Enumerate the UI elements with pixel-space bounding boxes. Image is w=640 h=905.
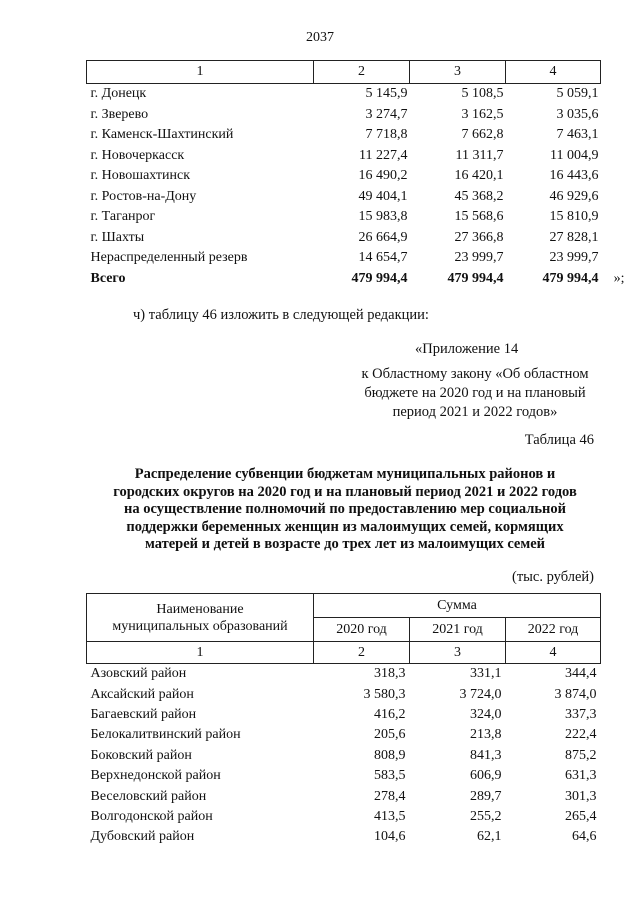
table-row [87, 187, 601, 208]
row-value: 318,3 [374, 666, 406, 682]
row-value: 265,4 [565, 808, 597, 824]
total-label: Всего [90, 270, 126, 286]
row-value: 14 654,7 [358, 250, 408, 266]
row-value: 3 580,3 [363, 686, 406, 702]
title-line: матерей и детей в возрасте до трех лет из малоимущих семей [144, 536, 546, 552]
row-name: Боковский район [90, 747, 192, 763]
total-value: 479 994,4 [542, 270, 599, 286]
row-value: 11 311,7 [455, 147, 504, 163]
year-header: 2020 год [314, 618, 410, 642]
row-value: 289,7 [470, 788, 502, 804]
title-line: городских округов на 2020 год и на плановый период 2021 и 2022 годов [113, 483, 577, 500]
row-value: 15 983,8 [358, 209, 408, 225]
header-cell: 4 [506, 61, 601, 84]
appendix-text-line: бюджете на 2020 год и на плановый [364, 385, 586, 401]
year-header: 2021 год [410, 618, 506, 642]
column-header-sum: Сумма [314, 594, 601, 618]
numbering-cell: 2 [314, 642, 410, 664]
table-row [87, 166, 601, 187]
closing-quote: »; [613, 270, 625, 286]
row-name: Нераспределенный резерв [90, 250, 248, 266]
column-header-name [87, 594, 314, 642]
table-row [87, 746, 601, 766]
table-row [87, 725, 601, 745]
row-value: 875,2 [565, 747, 597, 763]
row-value: 16 420,1 [454, 168, 504, 184]
total-value-cell [506, 269, 625, 290]
row-value: 5 108,5 [461, 86, 504, 102]
row-value: 255,2 [470, 808, 502, 824]
page-number: 2037 [306, 30, 334, 45]
row-value: 11 227,4 [359, 147, 408, 163]
table-row [87, 807, 601, 827]
row-value: 7 463,1 [556, 127, 599, 143]
row-name: Волгодонской район [90, 808, 213, 824]
table-row [87, 827, 601, 847]
row-value: 213,8 [470, 727, 502, 743]
row-value: 104,6 [374, 829, 406, 845]
row-value: 62,1 [477, 829, 502, 845]
table-row [87, 84, 601, 105]
row-value: 331,1 [470, 666, 502, 682]
row-name: г. Зверево [90, 106, 149, 122]
row-value: 3 035,6 [556, 106, 599, 122]
row-value: 344,4 [565, 666, 597, 682]
title-line: поддержки беременных женщин из малоимущих семей, кормящих [126, 518, 564, 535]
total-value: 479 994,4 [351, 270, 408, 286]
table-row [87, 125, 601, 146]
row-value: 27 366,8 [454, 229, 504, 245]
header-cell: 1 [87, 61, 314, 84]
row-name: Азовский район [90, 666, 187, 682]
row-name: г. Новочеркасск [90, 147, 185, 163]
row-name: Аксайский район [90, 686, 194, 702]
row-value: 3 274,7 [365, 106, 408, 122]
row-value: 26 664,9 [358, 229, 408, 245]
row-value: 16 490,2 [358, 168, 408, 184]
row-value: 23 999,7 [549, 250, 599, 266]
row-value: 808,9 [374, 747, 406, 763]
table-title [90, 466, 600, 554]
row-value: 841,3 [470, 747, 502, 763]
header-cell: 2 [314, 61, 410, 84]
table-row [87, 664, 601, 685]
numbering-cell: 1 [87, 642, 314, 664]
table-row [87, 766, 601, 786]
row-value: 45 368,2 [454, 188, 504, 204]
appendix-title: «Приложение 14 [415, 341, 519, 357]
numbering-cell: 3 [410, 642, 506, 664]
row-value: 413,5 [374, 808, 406, 824]
row-name: г. Донецк [90, 86, 147, 102]
row-value: 222,4 [565, 727, 597, 743]
row-value: 416,2 [374, 706, 406, 722]
row-value: 11 004,9 [550, 147, 599, 163]
top-table [86, 60, 625, 289]
row-value: 46 929,6 [549, 188, 599, 204]
row-name: Белокалитвинский район [90, 727, 241, 743]
table-row [87, 228, 601, 249]
row-value: 15 810,9 [549, 209, 599, 225]
row-value: 7 718,8 [365, 127, 408, 143]
top-table-header [87, 61, 601, 84]
year-header: 2022 год [506, 618, 601, 642]
table-row [87, 684, 601, 704]
table-row [87, 705, 601, 725]
header-line: муниципальных образований [112, 618, 288, 634]
appendix-text-line: период 2021 и 2022 годов» [392, 404, 558, 420]
title-line: на осуществление полномочий по предоставлению мер социальной [124, 501, 566, 517]
table-row [87, 105, 601, 126]
row-value: 278,4 [374, 788, 406, 804]
row-value: 7 662,8 [461, 127, 504, 143]
instruction-text: ч) таблицу 46 изложить в следующей редакции: [133, 307, 429, 323]
row-value: 631,3 [565, 768, 597, 784]
table-row [87, 146, 601, 167]
row-value: 606,9 [470, 768, 502, 784]
row-value: 5 059,1 [556, 86, 599, 102]
row-value: 23 999,7 [454, 250, 504, 266]
row-value: 583,5 [374, 768, 406, 784]
row-name: Дубовский район [90, 829, 195, 845]
header-line: Наименование [156, 601, 244, 617]
header-cell: 3 [410, 61, 506, 84]
row-value: 337,3 [565, 706, 597, 722]
row-value: 49 404,1 [358, 188, 408, 204]
table-row [87, 786, 601, 806]
row-value: 324,0 [470, 706, 502, 722]
table-row [87, 207, 601, 228]
total-row [87, 269, 601, 290]
row-name: г. Новошахтинск [90, 168, 191, 184]
numbering-row [87, 642, 601, 664]
row-name: г. Таганрог [90, 209, 156, 225]
row-value: 205,6 [374, 727, 406, 743]
appendix-text [345, 365, 605, 422]
row-name: Багаевский район [90, 706, 197, 722]
total-value: 479 994,4 [447, 270, 504, 286]
row-value: 301,3 [565, 788, 597, 804]
row-value: 3 162,5 [461, 106, 504, 122]
row-value: 16 443,6 [549, 168, 599, 184]
row-value: 27 828,1 [549, 229, 599, 245]
units-label: (тыс. рублей) [512, 569, 594, 585]
numbering-cell: 4 [506, 642, 601, 664]
row-name: Верхнедонской район [90, 768, 221, 784]
row-name: г. Каменск-Шахтинский [90, 127, 234, 143]
row-value: 5 145,9 [365, 86, 408, 102]
row-value: 15 568,6 [454, 209, 504, 225]
row-name: г. Шахты [90, 229, 145, 245]
bottom-table [86, 593, 601, 848]
row-value: 64,6 [572, 829, 597, 845]
table-row [87, 248, 601, 269]
table-label: Таблица 46 [524, 432, 594, 448]
title-line: Распределение субвенции бюджетам муниципальных районов и [134, 466, 556, 482]
header-row [87, 594, 601, 618]
row-value: 3 874,0 [554, 686, 597, 702]
row-value: 3 724,0 [459, 686, 502, 702]
appendix-text-line: к Областному закону «Об областном [361, 366, 589, 382]
row-name: Веселовский район [90, 788, 207, 804]
row-name: г. Ростов-на-Дону [90, 188, 197, 204]
